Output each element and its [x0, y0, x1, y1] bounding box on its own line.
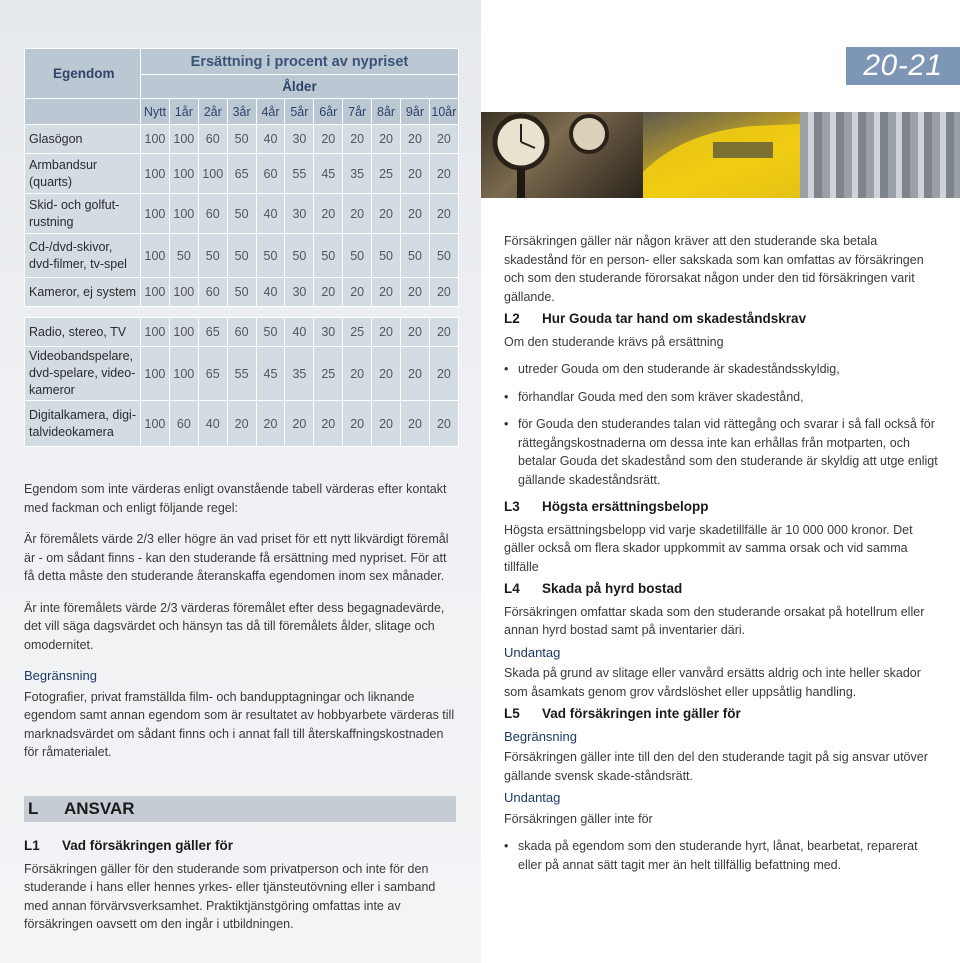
- list-item: • förhandlar Gouda med den som kräver skadestånd,: [504, 388, 942, 407]
- rate-cell: 100: [169, 125, 198, 154]
- rate-cell: 100: [169, 194, 198, 234]
- l4-heading: [504, 580, 942, 599]
- l3-text: Högsta ersättningsbelopp vid varje skadetillfälle är 10 000 000 kronor. Det gäller också om flera skador uppkommit av samma orsak och vid samma tillfälle: [504, 522, 913, 574]
- rate-cell: 40: [285, 318, 314, 347]
- rate-cell: 50: [343, 234, 372, 278]
- rate-cell: 100: [141, 125, 170, 154]
- rate-cell: 40: [198, 401, 227, 447]
- row-label: Glasögon: [25, 125, 141, 154]
- l5-code: L5: [504, 706, 520, 721]
- city-photo: [800, 112, 960, 198]
- egendom-header: Egendom: [25, 49, 141, 99]
- table-title: Ersättning i procent av nypriset: [141, 49, 459, 75]
- rate-cell: 20: [343, 401, 372, 447]
- taxi-icon: [643, 112, 800, 198]
- rate-cell: 60: [256, 154, 285, 194]
- rate-cell: 20: [343, 125, 372, 154]
- rate-cell: 20: [372, 125, 401, 154]
- rate-cell: 65: [198, 318, 227, 347]
- rate-cell: 50: [256, 318, 285, 347]
- row-label: Digitalkamera, digi-talvideokamera: [25, 401, 141, 447]
- row-label: Armbandsur (quarts): [25, 154, 141, 194]
- rate-cell: 50: [314, 234, 343, 278]
- rate-cell: 40: [256, 125, 285, 154]
- age-column-header: 2år: [198, 99, 227, 125]
- table-row: [25, 278, 459, 307]
- l5-bullet-list: [504, 837, 942, 874]
- l3-title: Högsta ersättningsbelopp: [542, 499, 709, 514]
- rate-cell: 20: [429, 125, 458, 154]
- l5-title: Vad försäkringen inte gäller för: [542, 706, 741, 721]
- rate-cell: 30: [285, 194, 314, 234]
- row-label: Videobandspelare, dvd-spelare, video-kameror: [25, 347, 141, 401]
- used-value-rule: Är inte föremålets värde 2/3 värderas föremålet efter dess begagnadevärde, det vill säga dagsvärdet och hänsyn tas då till föremålets ålder, slitage och omodernitet.: [24, 600, 445, 652]
- rate-cell: 100: [141, 234, 170, 278]
- l2-heading: [504, 310, 942, 329]
- rate-cell: 45: [256, 347, 285, 401]
- age-column-header: 9år: [401, 99, 430, 125]
- rate-cell: 20: [429, 318, 458, 347]
- l2-title: Hur Gouda tar hand om skadeståndskrav: [542, 311, 807, 326]
- section-l1: [24, 837, 456, 934]
- page-number-badge: 20-21: [846, 47, 960, 85]
- rate-cell: 60: [198, 194, 227, 234]
- rate-cell: 40: [256, 278, 285, 307]
- list-item: • skada på egendom som den studerande hyrt, lånat, bearbetat, reparerat eller på annat sätt tagit mer än helt tillfällig befattning med.: [504, 837, 942, 874]
- rate-cell: 20: [429, 278, 458, 307]
- rate-cell: 60: [227, 318, 256, 347]
- rate-cell: 50: [169, 234, 198, 278]
- l4-title: Skada på hyrd bostad: [542, 581, 683, 596]
- rate-cell: 50: [227, 125, 256, 154]
- clock-icon: [481, 112, 643, 198]
- section-ansvar: [24, 796, 456, 822]
- valuation-intro: Egendom som inte värderas enligt ovanstående tabell värderas efter kontakt med fackman och enligt följande regel:: [24, 482, 447, 515]
- rate-cell: 50: [429, 234, 458, 278]
- rate-cell: 25: [343, 318, 372, 347]
- begransning-heading: Begränsning: [24, 668, 97, 683]
- table-row: [25, 194, 459, 234]
- rate-cell: 100: [141, 401, 170, 447]
- rate-cell: 20: [314, 125, 343, 154]
- rate-cell: 20: [285, 401, 314, 447]
- l3-code: L3: [504, 499, 520, 514]
- rate-cell: 35: [285, 347, 314, 401]
- rate-cell: 20: [401, 278, 430, 307]
- compensation-table: [24, 48, 459, 447]
- age-column-header: 4år: [256, 99, 285, 125]
- table-row: [25, 401, 459, 447]
- table-row: [25, 154, 459, 194]
- undantag-text: Skada på grund av slitage eller vanvård ersätts aldrig och inte heller skador som åsamkats genom grov vårdslöshet eller uppsåtlig handling.: [504, 666, 921, 699]
- l2-code: L2: [504, 311, 520, 326]
- l5-undantag-text: Försäkringen gäller inte för: [504, 811, 653, 826]
- rate-cell: 20: [401, 401, 430, 447]
- rate-cell: 20: [372, 401, 401, 447]
- table-row: [25, 234, 459, 278]
- rate-cell: 60: [198, 125, 227, 154]
- rate-cell: 50: [227, 278, 256, 307]
- rate-cell: 20: [429, 194, 458, 234]
- rate-cell: 55: [285, 154, 314, 194]
- l4-text: Försäkringen omfattar skada som den studerande orsakat på hotellrum eller annan hyrd bostad samt på inventarier däri.: [504, 604, 925, 637]
- rate-cell: 20: [372, 347, 401, 401]
- rate-cell: 100: [169, 347, 198, 401]
- clock-photo: [481, 112, 643, 198]
- rate-cell: 60: [169, 401, 198, 447]
- rate-cell: 20: [372, 278, 401, 307]
- rate-cell: 20: [401, 125, 430, 154]
- rate-cell: 65: [198, 347, 227, 401]
- liability-text: [504, 232, 942, 883]
- rate-cell: 65: [227, 154, 256, 194]
- row-label: Cd-/dvd-skivor, dvd-filmer, tv-spel: [25, 234, 141, 278]
- rate-cell: 20: [401, 154, 430, 194]
- row-label: Skid- och golfut-rustning: [25, 194, 141, 234]
- age-column-header: 10år: [429, 99, 458, 125]
- rate-cell: 20: [314, 278, 343, 307]
- new-price-rule: Är föremålets värde 2/3 eller högre än vad priset för ett nytt likvärdigt föremål är - om sådant finns - kan den studerande få ersättning med nypriset. För att få detta måste den studerande återanskaffa egendomen inom sex månader.: [24, 532, 449, 583]
- age-column-header: 1år: [169, 99, 198, 125]
- row-label: Radio, stereo, TV: [25, 318, 141, 347]
- rate-cell: 60: [198, 278, 227, 307]
- rate-cell: 30: [285, 278, 314, 307]
- age-column-header: 7år: [343, 99, 372, 125]
- rate-cell: 40: [256, 194, 285, 234]
- l1-title: Vad försäkringen gäller för: [62, 838, 234, 853]
- l4-code: L4: [504, 581, 520, 596]
- l2-bullet-list: [504, 360, 942, 489]
- rate-cell: 20: [343, 194, 372, 234]
- rate-cell: 25: [372, 154, 401, 194]
- table-row: [25, 125, 459, 154]
- begransning-text: Fotografier, privat framställda film- och bandupptagningar och liknande egendom samt annan egendom som är resultatet av hobbyarbete värderas till marknadsvärdet om sådant finns och i annat fall till återskaffningskostnaden för råmaterialet.: [24, 689, 455, 759]
- taxi-photo: [643, 112, 800, 198]
- rate-cell: 35: [343, 154, 372, 194]
- table-row: [25, 347, 459, 401]
- age-column-header: 8år: [372, 99, 401, 125]
- l5-begransning-heading: Begränsning: [504, 728, 577, 744]
- row-label: Kameror, ej system: [25, 278, 141, 307]
- rate-cell: 45: [314, 154, 343, 194]
- rate-cell: 30: [285, 125, 314, 154]
- rate-cell: 20: [227, 401, 256, 447]
- rate-cell: 20: [314, 401, 343, 447]
- rate-cell: 20: [401, 318, 430, 347]
- age-column-header: 5år: [285, 99, 314, 125]
- l5-heading: [504, 705, 942, 724]
- age-column-header: 6år: [314, 99, 343, 125]
- rate-cell: 20: [343, 347, 372, 401]
- rate-cell: 50: [401, 234, 430, 278]
- l2-lead: Om den studerande krävs på ersättning: [504, 334, 724, 349]
- alder-header: Ålder: [141, 75, 459, 99]
- rate-cell: 20: [401, 347, 430, 401]
- rate-cell: 50: [372, 234, 401, 278]
- age-column-header: Nytt: [141, 99, 170, 125]
- rate-cell: 50: [256, 234, 285, 278]
- section-title: ANSVAR: [64, 799, 135, 818]
- list-item: • för Gouda den studerandes talan vid rättegång och svarar i så fall också för rättegångskostnaderna om dessa inte kan erhållas från motparten, och betalar Gouda det skadestånd som den studerande är skyldig att utge enligt gällande skadeståndsrätt.: [504, 415, 942, 489]
- rate-cell: 100: [169, 278, 198, 307]
- l1-text: Försäkringen gäller för den studerande som privatperson och inte för den studerande i hans eller hennes yrkes- eller tjänsteutövning eller i samband med annan förvärvsverksamhet. Praktiktjänstgöring omfattas inte av försäkringen oavsett om den ingår i utbildningen.: [24, 861, 436, 931]
- rate-cell: 100: [141, 194, 170, 234]
- rate-cell: 20: [372, 194, 401, 234]
- l5-begransning-text: Försäkringen gäller inte till den del den studerande tagit på sig ansvar utöver gällande svensk skade-ståndsrätt.: [504, 750, 928, 783]
- rate-cell: 50: [227, 234, 256, 278]
- rate-cell: 100: [141, 318, 170, 347]
- table-row: [25, 318, 459, 347]
- table-spacer: [25, 307, 459, 318]
- rate-cell: 20: [314, 194, 343, 234]
- rate-cell: 50: [285, 234, 314, 278]
- rate-cell: 50: [227, 194, 256, 234]
- photo-strip: [481, 112, 960, 198]
- rate-cell: 20: [429, 154, 458, 194]
- age-header-blank: [25, 99, 141, 125]
- l1-heading: [24, 837, 456, 856]
- l3-heading: [504, 498, 942, 517]
- rate-cell: 50: [198, 234, 227, 278]
- rate-cell: 25: [314, 347, 343, 401]
- rate-cell: 100: [141, 347, 170, 401]
- rate-cell: 20: [372, 318, 401, 347]
- age-column-header: 3år: [227, 99, 256, 125]
- valuation-rules: [24, 480, 456, 775]
- rate-cell: 30: [314, 318, 343, 347]
- undantag-heading: Undantag: [504, 644, 561, 660]
- l5-undantag-heading: Undantag: [504, 790, 561, 805]
- rate-cell: 20: [429, 401, 458, 447]
- rate-cell: 20: [401, 194, 430, 234]
- rate-cell: 100: [198, 154, 227, 194]
- liability-intro: Försäkringen gäller när någon kräver att den studerande ska betala skadestånd för en person- eller sakskada som kan omfattas av försäkringen och som den studerande förorsakat någon under den tid försäkringen varit gällande.: [504, 234, 924, 304]
- section-code: L: [28, 799, 39, 818]
- rate-cell: 20: [429, 347, 458, 401]
- rate-cell: 100: [141, 154, 170, 194]
- l1-code: L1: [24, 838, 40, 853]
- rate-cell: 55: [227, 347, 256, 401]
- rate-cell: 20: [343, 278, 372, 307]
- list-item: • utreder Gouda om den studerande är skadeståndsskyldig,: [504, 360, 942, 379]
- rate-cell: 100: [169, 318, 198, 347]
- rate-cell: 20: [256, 401, 285, 447]
- rate-cell: 100: [169, 154, 198, 194]
- rate-cell: 100: [141, 278, 170, 307]
